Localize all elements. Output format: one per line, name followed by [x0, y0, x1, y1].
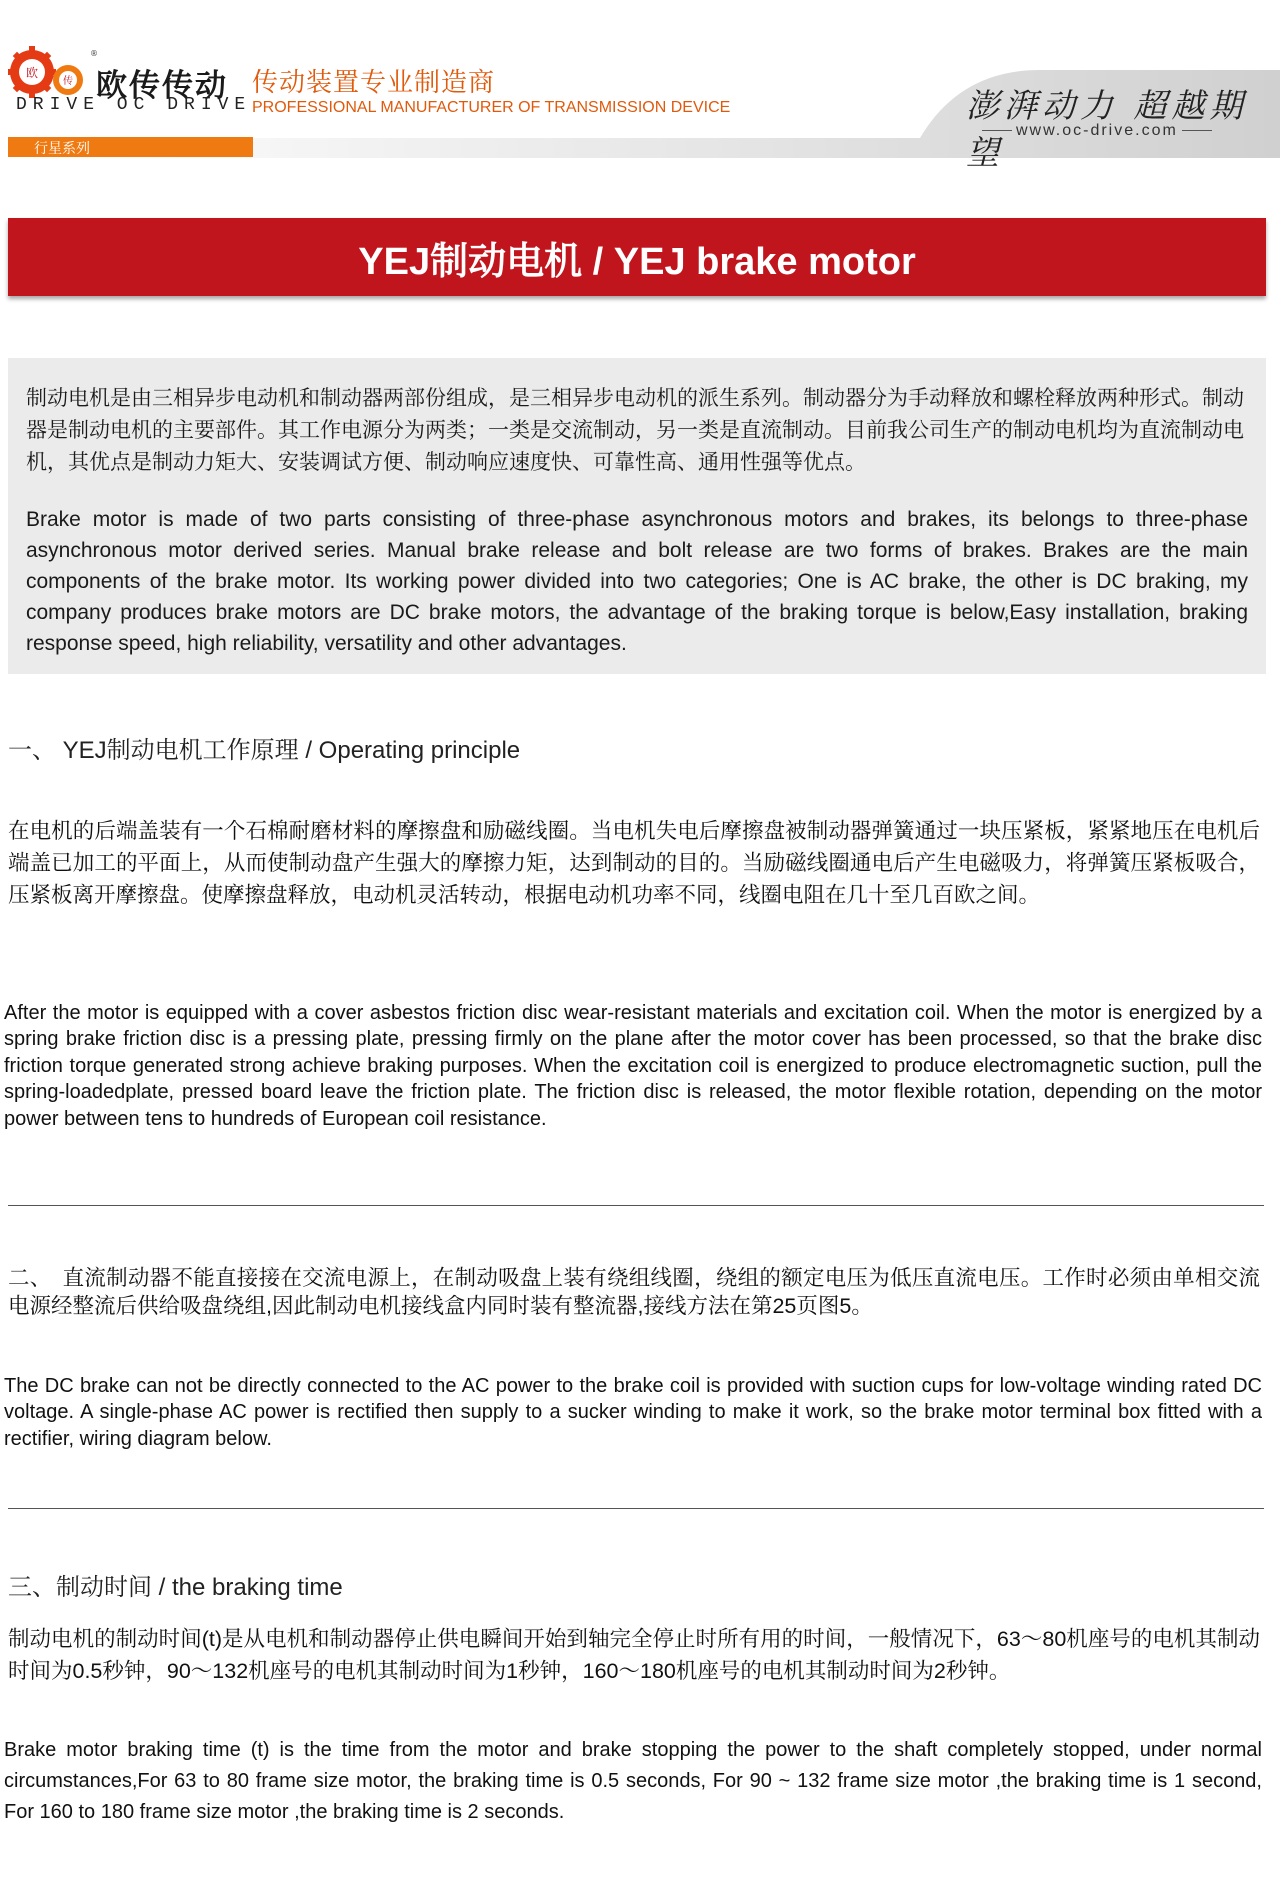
tagline-cn: 传动装置专业制造商	[252, 67, 496, 97]
website-link[interactable]: www.oc-drive.com	[978, 122, 1216, 140]
svg-text:欧: 欧	[25, 66, 39, 80]
divider	[8, 1205, 1264, 1206]
section-braking-time-en: Brake motor braking time (t) is the time from the motor and brake stopping the power to the shaft completely stopped, under normal circumstances,For 63 to 80 frame size motor, the braking time is 0.5 seconds, For 90 ~ 132 frame size motor ,the braking time is 1 second, For 160 to 180 frame size motor ,the braking time is 2 seconds.	[4, 1739, 1262, 1823]
section-braking-time-heading: 三、制动时间 / the braking time	[8, 1574, 343, 1601]
brand-name-cn: 欧传传动	[96, 68, 228, 103]
page-header	[0, 0, 1280, 172]
section-dc-brake-cn: 二、 直流制动器不能直接接在交流电源上，在制动吸盘上装有绕组线圈，绕组的额定电压为低压直流电压。工作时必须由单相交流电源经整流后供给吸盘绕组,因此制动电机接线盒内同时装有整流器,接线方法在第25页图5。	[8, 1266, 1260, 1318]
section-operating-principle-heading: 一、 YEJ制动电机工作原理 / Operating principle	[8, 737, 521, 764]
divider	[8, 1508, 1264, 1509]
svg-text:传: 传	[63, 76, 73, 87]
intro-text-en: Brake motor is made of two parts consisting of three-phase asynchronous motors and brakes, its belongs to three-phase asynchronous motor derived series. Manual brake release and bolt release are two forms of brakes. Brakes are the main components of the brake motor. Its working power divided into two categories; One is AC brake, the other is DC braking, my company produces brake motors are DC brake motors, the advantage of the braking torque is below,Easy installation, braking response speed, high reliability, versatility and other advantages.	[26, 508, 1248, 655]
brand-name-en: DRIVE OC DRIVE	[16, 95, 252, 115]
category-label: 行星系列	[34, 140, 90, 156]
section-dc-brake-en: The DC brake can not be directly connected to the AC power to the brake coil is provided with suction cups for low-voltage winding rated DC voltage. A single-phase AC power is rectified then supply to a sucker winding to make it work, so the brake motor terminal box fitted with a rectifier, wiring diagram below.	[4, 1375, 1262, 1450]
slogan: 澎湃动力 超越期望	[966, 86, 1248, 172]
section-operating-principle-en: After the motor is equipped with a cover asbestos friction disc wear-resistant materials and excitation coil. When the motor is energized by a spring brake friction disc is a pressing plate, pressing firmly on the plane after the motor cover has been processed, so that the brake disc friction torque generated strong achieve braking purposes. When the excitation coil is energized to produce electromagnetic suction, pull the spring-loadedplate, pressed board leave the friction plate. The friction disc is released, the motor flexible rotation, depending on the motor power between tens to hundreds of European coil resistance.	[4, 1002, 1262, 1130]
section-operating-principle-cn: 在电机的后端盖装有一个石棉耐磨材料的摩擦盘和励磁线圈。当电机失电后摩擦盘被制动器弹簧通过一块压紧板，紧紧地压在电机后端盖已加工的平面上，从而使制动盘产生强大的摩擦力矩，达到制动的目的。当励磁线圈通电后产生电磁吸力，将弹簧压紧板吸合，压紧板离开摩擦盘。使摩擦盘释放，电动机灵活转动，根据电动机功率不同，线圈电阻在几十至几百欧之间。	[8, 819, 1260, 907]
intro-text-cn: 制动电机是由三相异步电动机和制动器两部份组成，是三相异步电动机的派生系列。制动器分为手动释放和螺栓释放两种形式。制动器是制动电机的主要部件。其工作电源分为两类；一类是交流制动，另一类是直流制动。目前我公司生产的制动电机均为直流制动电机，其优点是制动力矩大、安装调试方便、制动响应速度快、可靠性高、通用性强等优点。	[26, 387, 1244, 474]
page-title: YEJ制动电机 / YEJ brake motor	[358, 240, 916, 283]
svg-text:®: ®	[90, 49, 98, 58]
title-banner	[8, 218, 1266, 296]
section-braking-time-cn: 制动电机的制动时间(t)是从电机和制动器停止供电瞬间开始到轴完全停止时所有用的时间，一般情况下，63～80机座号的电机其制动时间为0.5秒钟，90～132机座号的电机其制动时间为1秒钟，160～180机座号的电机其制动时间为2秒钟。	[8, 1627, 1260, 1683]
tagline-en: PROFESSIONAL MANUFACTURER OF TRANSMISSION DEVICE	[252, 99, 731, 116]
